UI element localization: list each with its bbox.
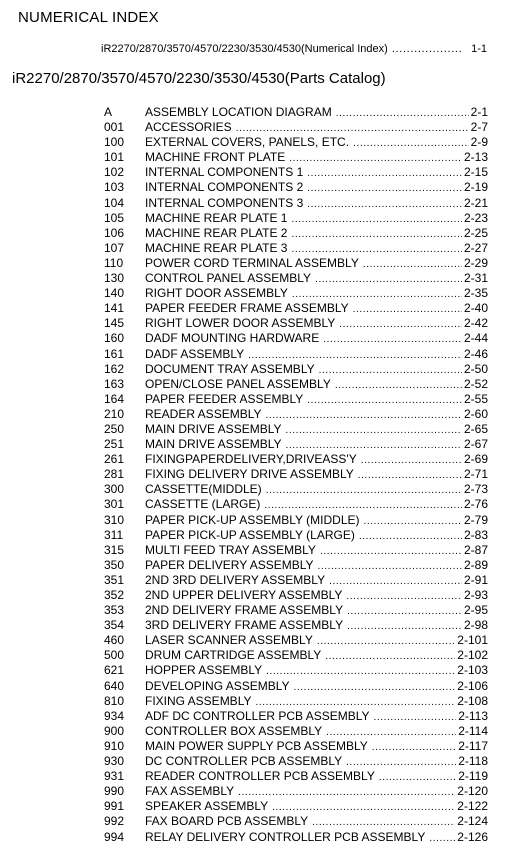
entry-code: 105 — [104, 210, 125, 225]
entry-page: 2-19 — [463, 180, 488, 195]
entry-page: 2-126 — [457, 829, 488, 844]
dot-leader — [347, 618, 462, 634]
dot-leader — [346, 588, 462, 604]
index-entry[interactable] — [104, 679, 488, 694]
entry-code: 640 — [104, 678, 125, 693]
entry-code: 161 — [104, 346, 125, 361]
entry-page: 2-25 — [463, 225, 488, 240]
entry-page: 2-29 — [463, 255, 488, 270]
entry-page: 2-76 — [463, 497, 488, 512]
index-entry[interactable] — [104, 694, 488, 709]
entry-page: 2-1 — [470, 105, 488, 119]
index-entry[interactable] — [104, 180, 488, 195]
catalog-title: iR2270/2870/3570/4570/2230/3530/4530(Parts Catalog) — [12, 70, 386, 87]
entry-page: 2-46 — [463, 346, 488, 361]
entry-code: 145 — [104, 316, 125, 331]
dot-leader — [292, 286, 462, 302]
entry-name: INTERNAL COMPONENTS 3 — [145, 195, 304, 210]
dot-leader — [429, 830, 455, 846]
index-entry[interactable] — [104, 709, 488, 724]
entry-code: 103 — [104, 180, 125, 195]
dot-leader — [238, 784, 455, 800]
entry-name: PAPER FEEDER ASSEMBLY — [145, 391, 304, 406]
entry-name: MACHINE FRONT PLATE — [145, 150, 286, 165]
entry-code: 994 — [104, 829, 125, 844]
index-entry[interactable] — [104, 120, 488, 135]
dot-leader — [291, 211, 461, 227]
entry-name: DC CONTROLLER PCB ASSEMBLY — [145, 754, 343, 769]
entry-code: 310 — [104, 512, 125, 527]
entry-page: 2-106 — [457, 678, 488, 693]
entry-name: MAIN DRIVE ASSEMBLY — [145, 437, 282, 452]
dot-leader — [272, 799, 455, 815]
entry-code: 130 — [104, 271, 125, 286]
dot-leader — [307, 392, 462, 408]
index-entry[interactable] — [104, 135, 488, 150]
dot-leader — [358, 467, 462, 483]
dot-leader — [320, 543, 462, 559]
entry-page: 2-89 — [463, 557, 488, 572]
index-entry[interactable] — [104, 799, 488, 814]
index-entry[interactable] — [104, 739, 488, 754]
index-entry[interactable] — [104, 497, 488, 512]
numerical-index-page: 1-1 — [471, 43, 487, 55]
entry-page: 2-35 — [463, 286, 488, 301]
entry-page: 2-23 — [463, 210, 488, 225]
dot-leader — [374, 709, 457, 725]
entry-page: 2-44 — [463, 331, 488, 346]
index-entry[interactable] — [104, 150, 488, 165]
entry-name: CASSETTE(MIDDLE) — [145, 482, 262, 497]
index-entry[interactable] — [104, 105, 488, 120]
entry-page: 2-79 — [463, 512, 488, 527]
dot-leader — [363, 256, 462, 272]
dot-leader — [392, 43, 463, 55]
entry-code: 500 — [104, 648, 125, 663]
dot-leader — [347, 603, 462, 619]
dot-leader — [339, 316, 462, 332]
entry-name: LASER SCANNER ASSEMBLY — [145, 633, 313, 648]
entry-name: SPEAKER ASSEMBLY — [145, 799, 269, 814]
entry-code: A — [104, 105, 113, 119]
entry-code: 162 — [104, 361, 125, 376]
entry-page: 2-118 — [458, 754, 488, 769]
numerical-index-label: iR2270/2870/3570/4570/2230/3530/4530(Numerical Index) — [101, 43, 388, 55]
page-title: NUMERICAL INDEX — [18, 9, 159, 26]
dot-leader — [265, 407, 461, 423]
entry-page: 2-31 — [463, 271, 488, 286]
entry-name: FAX ASSEMBLY — [145, 784, 235, 799]
entry-name: FIXING ASSEMBLY — [145, 693, 252, 708]
entry-page: 2-120 — [457, 784, 488, 799]
entry-code: 311 — [104, 527, 124, 542]
entry-name: ADF DC CONTROLLER PCB ASSEMBLY — [145, 708, 370, 723]
dot-leader — [294, 679, 456, 695]
entry-code: 934 — [104, 708, 125, 723]
dot-leader — [248, 347, 462, 363]
entry-name: FIXINGPAPERDELIVERY,DRIVEASS'Y — [145, 452, 357, 467]
entry-code: 163 — [104, 376, 125, 391]
dot-leader — [329, 573, 462, 589]
index-entry[interactable] — [104, 467, 488, 482]
dot-leader — [285, 437, 461, 453]
dot-leader — [346, 754, 456, 770]
entry-page: 2-73 — [463, 482, 488, 497]
entry-name: PAPER FEEDER FRAME ASSEMBLY — [145, 301, 349, 316]
entry-page: 2-108 — [457, 693, 488, 708]
entry-name: PAPER PICK-UP ASSEMBLY (LARGE) — [145, 527, 355, 542]
entry-page: 2-71 — [463, 467, 488, 482]
entry-code: 350 — [104, 557, 125, 572]
index-entry[interactable] — [104, 256, 488, 271]
index-entry[interactable] — [104, 422, 488, 437]
entry-page: 2-40 — [463, 301, 488, 316]
entry-page: 2-101 — [457, 633, 488, 648]
entry-page: 2-83 — [463, 527, 488, 542]
dot-leader — [266, 663, 455, 679]
entry-page: 2-124 — [457, 814, 488, 829]
dot-leader — [307, 196, 462, 212]
dot-leader — [315, 271, 462, 287]
entry-page: 2-69 — [463, 452, 488, 467]
entry-page: 2-55 — [463, 391, 488, 406]
entry-code: 353 — [104, 603, 125, 618]
entry-name: OPEN/CLOSE PANEL ASSEMBLY — [145, 376, 331, 391]
index-entry[interactable] — [104, 663, 488, 678]
entry-code: 621 — [104, 663, 125, 678]
dot-leader — [291, 241, 461, 257]
dot-leader — [353, 301, 462, 317]
entry-name: CASSETTE (LARGE) — [145, 497, 261, 512]
dot-leader — [307, 180, 462, 196]
index-entry[interactable] — [104, 724, 488, 739]
entry-name: DOCUMENT TRAY ASSEMBLY — [145, 361, 315, 376]
entry-name: ACCESSORIES — [145, 120, 232, 135]
entry-name: MAIN DRIVE ASSEMBLY — [145, 421, 282, 436]
index-entry[interactable] — [104, 513, 488, 528]
dot-leader — [364, 513, 462, 529]
index-entry[interactable] — [104, 392, 488, 407]
index-entry[interactable] — [104, 648, 488, 663]
index-entry[interactable] — [104, 603, 488, 618]
dot-leader — [372, 739, 456, 755]
entry-code: 810 — [104, 693, 125, 708]
entry-name: DRUM CARTRIDGE ASSEMBLY — [145, 648, 322, 663]
entry-name: MACHINE REAR PLATE 1 — [145, 210, 288, 225]
entry-code: 315 — [104, 542, 125, 557]
dot-leader — [285, 422, 461, 438]
entry-page: 2-9 — [470, 135, 488, 150]
entry-name: DEVELOPING ASSEMBLY — [145, 678, 290, 693]
entry-page: 2-13 — [463, 150, 488, 165]
entry-name: 2ND UPPER DELIVERY ASSEMBLY — [145, 588, 343, 602]
entry-name: INTERNAL COMPONENTS 2 — [145, 180, 304, 195]
index-entry[interactable] — [104, 407, 488, 422]
index-list — [104, 105, 488, 845]
entry-name: POWER CORD TERMINAL ASSEMBLY — [145, 255, 359, 270]
entry-code: 910 — [104, 738, 125, 753]
index-entry[interactable] — [104, 165, 488, 180]
index-entry[interactable] — [104, 543, 488, 558]
index-entry[interactable] — [104, 830, 488, 845]
entry-code: 261 — [104, 452, 125, 467]
entry-name: READER ASSEMBLY — [145, 406, 262, 421]
index-entry[interactable] — [104, 301, 488, 316]
index-entry[interactable] — [104, 784, 488, 799]
dot-leader — [319, 362, 462, 378]
entry-name: MULTI FEED TRAY ASSEMBLY — [145, 542, 316, 557]
entry-page: 2-65 — [463, 421, 488, 436]
entry-name: RIGHT DOOR ASSEMBLY — [145, 286, 288, 301]
entry-code: 101 — [104, 150, 125, 165]
index-entry[interactable] — [104, 588, 488, 603]
entry-page: 2-93 — [463, 588, 488, 602]
entry-page: 2-7 — [470, 120, 488, 135]
entry-code: 210 — [104, 406, 125, 421]
dot-leader — [323, 331, 462, 347]
entry-code: 141 — [104, 301, 125, 316]
index-entry[interactable] — [104, 241, 488, 256]
entry-name: PAPER DELIVERY ASSEMBLY — [145, 557, 314, 572]
entry-name: 2ND DELIVERY FRAME ASSEMBLY — [145, 603, 344, 618]
entry-page: 2-102 — [457, 648, 488, 663]
dot-leader — [353, 135, 469, 151]
entry-name: MAIN POWER SUPPLY PCB ASSEMBLY — [145, 738, 368, 753]
entry-name: EXTERNAL COVERS, PANELS, ETC. — [145, 135, 350, 150]
dot-leader — [361, 452, 462, 468]
index-entry[interactable] — [104, 618, 488, 633]
entry-code: 100 — [104, 135, 125, 150]
entry-page: 2-27 — [463, 240, 488, 255]
dot-leader — [289, 150, 462, 166]
entry-page: 2-117 — [458, 738, 488, 753]
entry-code: 106 — [104, 225, 125, 240]
index-entry[interactable] — [104, 558, 488, 573]
entry-page: 2-60 — [463, 406, 488, 421]
entry-page: 2-42 — [463, 316, 488, 331]
entry-name: 3RD DELIVERY FRAME ASSEMBLY — [145, 618, 344, 633]
entry-code: 164 — [104, 391, 125, 406]
index-entry[interactable] — [104, 377, 488, 392]
entry-name: RELAY DELIVERY CONTROLLER PCB ASSEMBLY — [145, 829, 426, 844]
entry-name: READER CONTROLLER PCB ASSEMBLY — [145, 769, 375, 784]
entry-page: 2-15 — [463, 165, 488, 180]
entry-name: DADF MOUNTING HARDWARE — [145, 331, 320, 346]
index-entry[interactable] — [104, 437, 488, 452]
entry-page: 2-114 — [458, 723, 488, 738]
entry-name: CONTROL PANEL ASSEMBLY — [145, 271, 312, 286]
entry-page: 2-119 — [458, 769, 488, 784]
index-entry[interactable] — [104, 452, 488, 467]
dot-leader — [335, 377, 462, 393]
entry-code: 354 — [104, 618, 125, 633]
entry-code: 351 — [104, 572, 125, 587]
index-entry[interactable] — [104, 528, 488, 543]
entry-name: MACHINE REAR PLATE 2 — [145, 225, 288, 240]
entry-code: 990 — [104, 784, 125, 799]
entry-page: 2-95 — [463, 603, 488, 618]
entry-page: 2-98 — [463, 618, 488, 633]
dot-leader — [379, 769, 456, 785]
dot-leader — [307, 165, 462, 181]
dot-leader — [255, 694, 455, 710]
entry-code: 931 — [104, 769, 125, 784]
entry-name: ASSEMBLY LOCATION DIAGRAM — [145, 105, 332, 119]
dot-leader — [266, 482, 462, 498]
entry-page: 2-87 — [463, 542, 488, 557]
index-entry[interactable] — [104, 754, 488, 769]
entry-page: 2-52 — [463, 376, 488, 391]
entry-code: 110 — [104, 255, 124, 270]
entry-code: 250 — [104, 421, 125, 436]
dot-leader — [264, 497, 462, 513]
entry-name: CONTROLLER BOX ASSEMBLY — [145, 723, 323, 738]
entry-name: INTERNAL COMPONENTS 1 — [145, 165, 304, 180]
entry-code: 301 — [104, 497, 125, 512]
entry-name: PAPER PICK-UP ASSEMBLY (MIDDLE) — [145, 512, 360, 527]
entry-code: 251 — [104, 437, 125, 452]
index-entry[interactable] — [104, 573, 488, 588]
index-entry[interactable] — [104, 271, 488, 286]
index-entry[interactable] — [104, 196, 488, 211]
entry-page: 2-91 — [463, 572, 488, 587]
dot-leader — [291, 226, 461, 242]
index-entry[interactable] — [104, 814, 488, 829]
dot-leader — [312, 814, 455, 830]
dot-leader — [326, 724, 456, 740]
index-entry[interactable] — [104, 362, 488, 377]
entry-name: FIXING DELIVERY DRIVE ASSEMBLY — [145, 467, 354, 482]
dot-leader — [359, 528, 462, 544]
index-entry[interactable] — [104, 211, 488, 226]
entry-page: 2-67 — [463, 437, 488, 452]
entry-code: 352 — [104, 588, 125, 602]
entry-code: 900 — [104, 723, 125, 738]
index-entry[interactable] — [104, 286, 488, 301]
index-entry[interactable] — [104, 347, 488, 362]
dot-leader — [336, 105, 469, 121]
entry-code: 281 — [104, 467, 125, 482]
entry-code: 460 — [104, 633, 125, 648]
entry-name: DADF ASSEMBLY — [145, 346, 245, 361]
index-entry[interactable] — [104, 316, 488, 331]
entry-page: 2-21 — [463, 195, 488, 210]
numerical-index-link[interactable] — [101, 43, 487, 55]
entry-page: 2-103 — [457, 663, 488, 678]
entry-code: 001 — [104, 120, 125, 135]
entry-code: 140 — [104, 286, 125, 301]
entry-code: 300 — [104, 482, 125, 497]
dot-leader — [325, 648, 455, 664]
entry-name: HOPPER ASSEMBLY — [145, 663, 263, 678]
entry-name: 2ND 3RD DELIVERY ASSEMBLY — [145, 572, 326, 587]
dot-leader — [236, 120, 469, 136]
entry-name: MACHINE REAR PLATE 3 — [145, 240, 288, 255]
entry-name: RIGHT LOWER DOOR ASSEMBLY — [145, 316, 336, 331]
entry-code: 992 — [104, 814, 125, 829]
index-entry[interactable] — [104, 482, 488, 497]
dot-leader — [317, 633, 455, 649]
index-entry[interactable] — [104, 331, 488, 346]
entry-page: 2-113 — [458, 708, 488, 723]
entry-code: 107 — [104, 240, 125, 255]
entry-page: 2-122 — [457, 799, 488, 814]
entry-code: 930 — [104, 754, 125, 769]
entry-code: 160 — [104, 331, 125, 346]
entry-code: 102 — [104, 165, 125, 180]
index-entry[interactable] — [104, 226, 488, 241]
entry-page: 2-50 — [463, 361, 488, 376]
entry-code: 104 — [104, 195, 125, 210]
index-entry[interactable] — [104, 633, 488, 648]
dot-leader — [318, 558, 462, 574]
entry-name: FAX BOARD PCB ASSEMBLY — [145, 814, 309, 829]
entry-code: 991 — [104, 799, 125, 814]
index-entry[interactable] — [104, 769, 488, 784]
